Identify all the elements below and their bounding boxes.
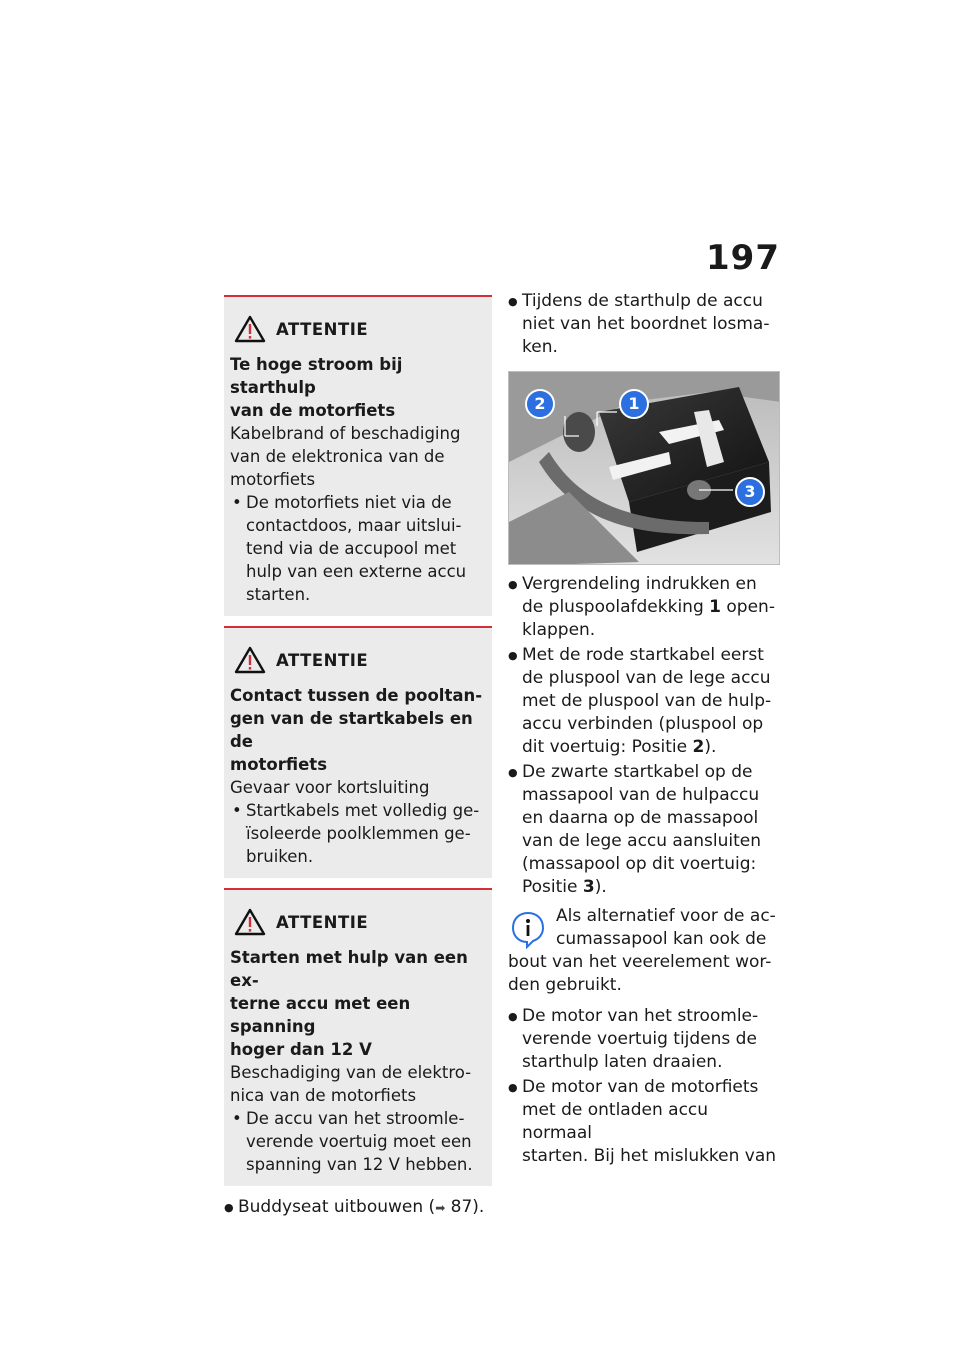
line: • De motorfiets niet via de: [246, 493, 452, 512]
position-number: 2: [692, 737, 705, 757]
line: Beschadiging van de elektro-: [230, 1063, 472, 1082]
step-unlock-cover: [508, 573, 780, 642]
line: verende voertuig moet een: [246, 1132, 472, 1151]
line: ● Tijdens de starthulp de accu: [522, 291, 763, 311]
line: van de elektronica van de: [230, 447, 445, 466]
step-disconnect: [508, 290, 780, 359]
position-badge-2: 2: [525, 389, 555, 419]
line: starten. Bij het mislukken van: [522, 1146, 777, 1166]
line: Starten met hulp van een ex-: [230, 948, 468, 990]
warning-header: [230, 908, 484, 936]
line: den gebruikt.: [508, 975, 622, 995]
right-column: [508, 290, 780, 1170]
info-icon: [508, 909, 548, 949]
line: (massapool op dit voertuig:: [522, 854, 757, 874]
text: Positie: [522, 877, 583, 897]
line: bout van het veerelement wor-: [508, 952, 772, 972]
warning-box-1: [224, 295, 492, 616]
line: klappen.: [522, 620, 596, 640]
line: met de ontladen accu normaal: [522, 1100, 709, 1143]
warning-bullet: [230, 491, 484, 606]
warning-triangle-icon: [234, 646, 266, 674]
line: en daarna op de massapool: [522, 808, 759, 828]
page-reference-link[interactable]: 87: [450, 1197, 473, 1217]
warning-header: [230, 646, 484, 674]
warning-subtitle: [230, 684, 484, 776]
line: motorfiets: [230, 470, 316, 489]
info-note: [508, 905, 780, 997]
line: Als alternatief voor de ac-: [556, 906, 776, 926]
warning-header: [230, 315, 484, 343]
position-badge-1: 1: [619, 389, 649, 419]
line: Contact tussen de pooltan-: [230, 686, 483, 705]
line: de pluspool van de lege accu: [522, 668, 771, 688]
left-column: [224, 295, 492, 1222]
battery-photo: [508, 371, 780, 565]
line: • De accu van het stroomle-: [246, 1109, 465, 1128]
step-buddyseat: [224, 1196, 492, 1220]
line: ● Met de rode startkabel eerst: [522, 645, 764, 665]
line: contactdoos, maar uitslui-: [246, 516, 462, 535]
line: verende voertuig tijdens de: [522, 1029, 757, 1049]
line: ken.: [522, 337, 558, 357]
line: ● De zwarte startkabel op de: [522, 762, 753, 782]
warning-title: ATTENTIE: [276, 650, 369, 670]
warning-bullet: [230, 799, 484, 868]
position-number: 3: [582, 877, 595, 897]
warning-body: [230, 1061, 484, 1107]
line: van de motorfiets: [230, 401, 396, 420]
line: ● De motor van de motorfiets: [522, 1077, 759, 1097]
line: ïsoleerde poolklemmen ge-: [246, 824, 471, 843]
warning-title: ATTENTIE: [276, 319, 369, 339]
line: [522, 736, 780, 759]
line: massapool van de hulpaccu: [522, 785, 760, 805]
step-red-cable: [508, 644, 780, 759]
line: motorfiets: [230, 755, 328, 774]
text: dit voertuig: Positie: [522, 737, 693, 757]
line: gen van de startkabels en de: [230, 709, 473, 751]
line: van de lege accu aansluiten: [522, 831, 762, 851]
line: hoger dan 12 V: [230, 1040, 372, 1059]
line: niet van het boordnet losma-: [522, 314, 770, 334]
line: Kabelbrand of beschadiging: [230, 424, 461, 443]
text: ).: [594, 877, 607, 897]
step-text: ).: [472, 1197, 485, 1217]
warning-triangle-icon: [234, 908, 266, 936]
note-text: [508, 905, 780, 997]
line: [522, 596, 780, 619]
page-number: 197: [706, 238, 780, 278]
line: tend via de accupool met: [246, 539, 457, 558]
line: ● Vergrendeling indrukken en: [522, 574, 757, 594]
warning-triangle-icon: [234, 315, 266, 343]
warning-title: ATTENTIE: [276, 912, 369, 932]
warning-bullet: [230, 1107, 484, 1176]
line: bruiken.: [246, 847, 314, 866]
step-run-donor-engine: [508, 1005, 780, 1074]
text: ).: [704, 737, 717, 757]
line: accu verbinden (pluspool op: [522, 714, 764, 734]
line: nica van de motorfiets: [230, 1086, 417, 1105]
step-black-cable: [508, 761, 780, 899]
position-number: 1: [709, 597, 721, 617]
line: [522, 876, 780, 899]
line: Gevaar voor kortsluiting: [230, 778, 430, 797]
warning-body: [230, 422, 484, 491]
line: • Startkabels met volledig ge-: [246, 801, 480, 820]
line: Te hoge stroom bij starthulp: [230, 355, 403, 397]
text: de pluspoolafdekking: [522, 597, 710, 617]
arrow-right-icon: ➡: [435, 1201, 446, 1215]
line: cumassapool kan ook de: [556, 929, 767, 949]
warning-subtitle: [230, 353, 484, 422]
warning-box-2: [224, 626, 492, 878]
line: terne accu met een spanning: [230, 994, 411, 1036]
warning-box-3: [224, 888, 492, 1186]
line: starthulp laten draaien.: [522, 1052, 723, 1072]
warning-body: [230, 776, 484, 799]
line: spanning van 12 V hebben.: [246, 1155, 473, 1174]
position-badge-3: 3: [735, 477, 765, 507]
text: open-: [721, 597, 775, 617]
step-text: Buddyseat uitbouwen (: [238, 1197, 436, 1217]
line: hulp van een externe accu: [246, 562, 467, 581]
line: starten.: [246, 585, 311, 604]
step-start-motorcycle: [508, 1076, 780, 1168]
line: ● De motor van het stroomle-: [522, 1006, 759, 1026]
line: met de pluspool van de hulp-: [522, 691, 772, 711]
warning-subtitle: [230, 946, 484, 1061]
